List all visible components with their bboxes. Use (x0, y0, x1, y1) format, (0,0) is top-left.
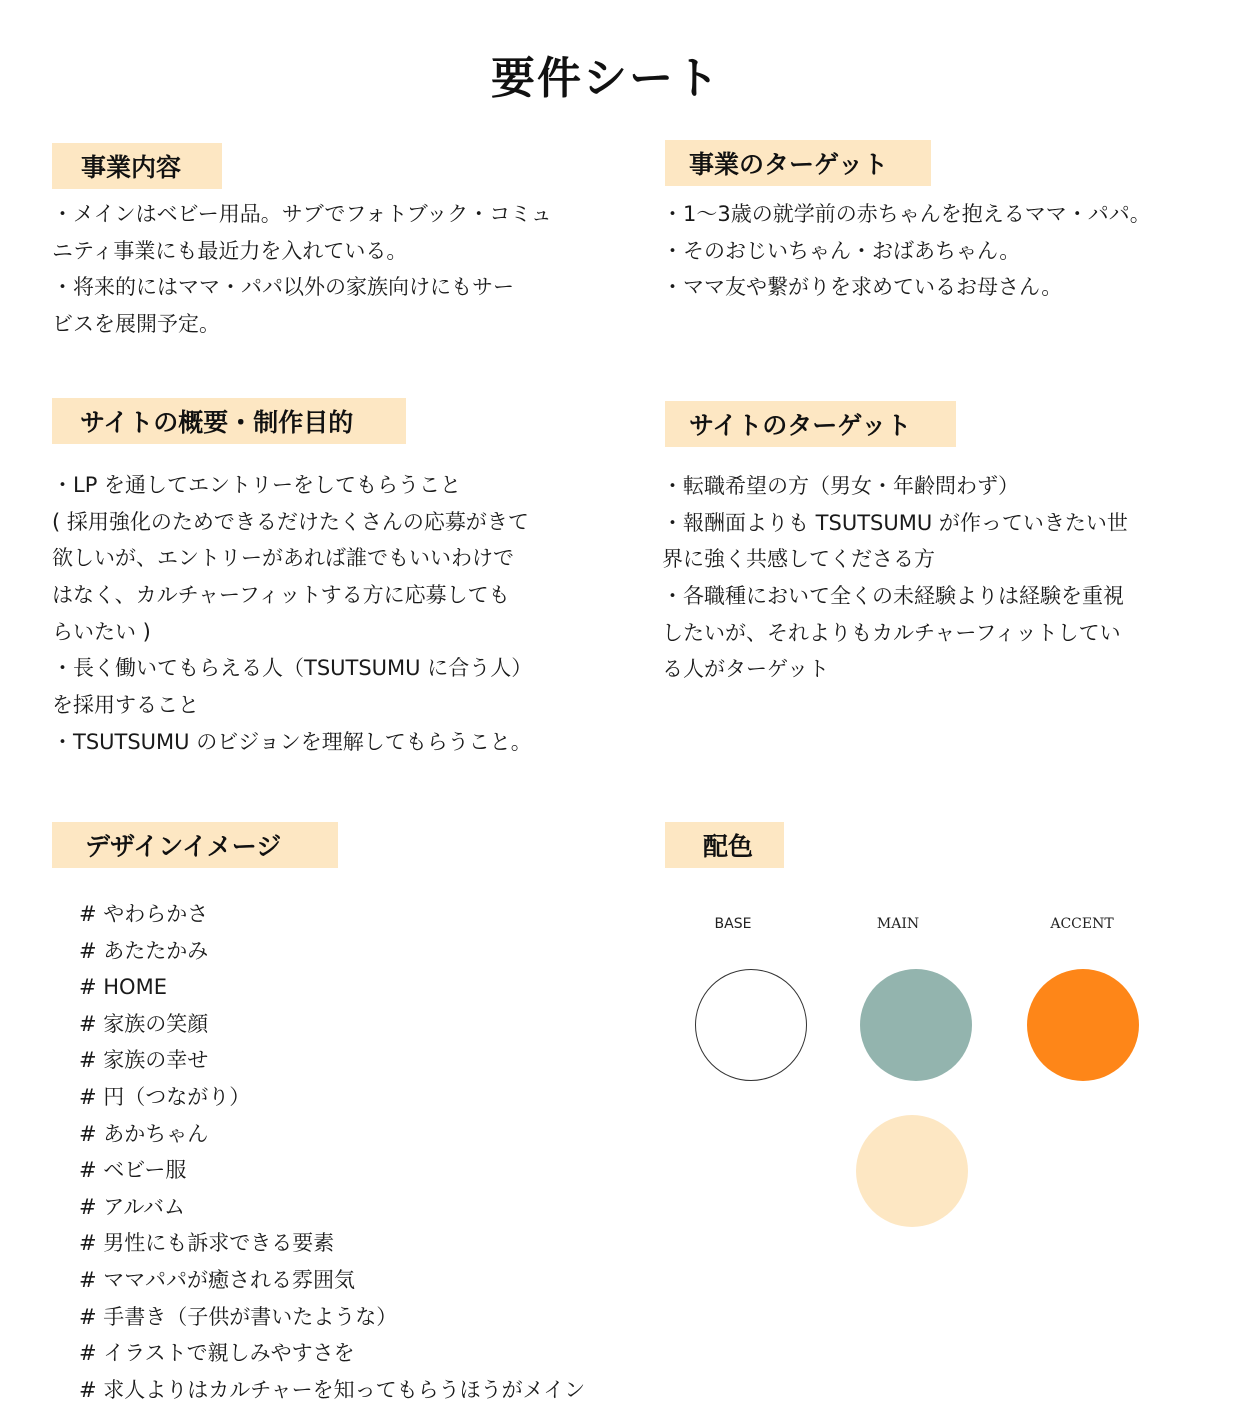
text-line: ・報酬面よりも TSUTSUMU が作っていきたい世 (662, 510, 1128, 535)
text-line: はなく、カルチャーフィットする方に応募しても (52, 583, 510, 608)
section-heading-design-image-label: デザインイメージ (85, 832, 282, 861)
swatch-label-main: MAIN (876, 916, 920, 932)
text-line: ・将来的にはママ・パパ以外の家族向けにもサー (52, 275, 514, 300)
design-tag: # 家族の笑顔 (79, 1011, 209, 1036)
text-line: ・転職希望の方（男女・年齢問わず） (662, 474, 1019, 498)
site-overview-description (52, 467, 532, 761)
design-tag: # あたたかみ (79, 938, 209, 963)
text-line: る人がターゲット (662, 657, 830, 682)
text-line: を採用すること (52, 693, 199, 718)
design-tag-list (79, 896, 585, 1408)
section-heading-design-image (52, 822, 338, 868)
swatch-accent-circle (1027, 969, 1139, 1081)
design-tag: # あかちゃん (79, 1121, 209, 1146)
design-tag: # ママパパが癒される雰囲気 (79, 1267, 356, 1292)
section-heading-colors-label: 配色 (703, 832, 754, 861)
text-line: 界に強く共感してくださる方 (662, 547, 935, 572)
text-line: ・LP を通してエントリーをしてもらうこと (52, 473, 462, 497)
swatch-sub-circle (856, 1115, 968, 1227)
text-line: 欲しいが、エントリーがあれば誰でもいいわけで (52, 546, 514, 571)
section-heading-site-target-label: サイトのターゲット (689, 411, 912, 440)
text-line: ・そのおじいちゃん・おばあちゃん。 (662, 238, 1021, 263)
text-line: ニティ事業にも最近力を入れている。 (52, 238, 408, 263)
design-tag: # 家族の幸せ (79, 1048, 209, 1073)
section-heading-business-target (665, 140, 931, 186)
swatch-label-accent: ACCENT (1050, 916, 1114, 932)
design-tag: # 男性にも訴求できる要素 (79, 1231, 335, 1256)
text-line: ・各職種において全くの未経験よりは経験を重視 (662, 584, 1124, 609)
design-tag: # やわらかさ (79, 902, 209, 926)
site-target-description (662, 468, 1128, 688)
swatch-base-circle (695, 969, 807, 1081)
design-tag: # 手書き（子供が書いたような） (79, 1304, 398, 1329)
design-tag: # HOME (79, 975, 167, 1000)
section-heading-site-overview (52, 398, 406, 444)
design-tag: # アルバム (79, 1194, 185, 1219)
section-heading-site-overview-label: サイトの概要・制作目的 (80, 408, 354, 437)
section-heading-business (52, 143, 222, 189)
text-line: したいが、それよりもカルチャーフィットしてい (662, 620, 1121, 645)
design-tag: # 円（つながり） (79, 1084, 251, 1109)
section-heading-business-target-label: 事業のターゲット (689, 150, 889, 179)
text-line: ・1〜3歳の就学前の赤ちゃんを抱えるママ・パパ。 (662, 202, 1151, 226)
design-tag: # イラストで親しみやすさを (79, 1341, 355, 1366)
section-heading-business-label: 事業内容 (81, 153, 182, 182)
swatch-label-base: BASE (714, 916, 752, 932)
text-line: ・ママ友や繋がりを求めているお母さん。 (662, 275, 1063, 300)
swatch-main-circle (860, 969, 972, 1081)
text-line: ・メインはベビー用品。サブでフォトブック・コミュ (52, 202, 552, 226)
text-line: ビスを展開予定。 (52, 312, 220, 337)
design-tag: # 求人よりはカルチャーを知ってもらうほうがメイン (79, 1377, 586, 1402)
text-line: ・長く働いてもらえる人（TSUTSUMU に合う人） (52, 656, 533, 681)
section-heading-colors (665, 822, 784, 868)
design-tag: # ベビー服 (79, 1158, 187, 1183)
section-heading-site-target (665, 401, 956, 447)
text-line: ( 採用強化のためできるだけたくさんの応募がきて (52, 509, 529, 534)
business-target-description (662, 196, 1151, 306)
text-line: らいたい ) (52, 619, 151, 644)
business-description (52, 196, 552, 343)
text-line: ・TSUTSUMU のビジョンを理解してもらうこと。 (52, 729, 532, 754)
page-title: 要件シート (491, 53, 721, 104)
